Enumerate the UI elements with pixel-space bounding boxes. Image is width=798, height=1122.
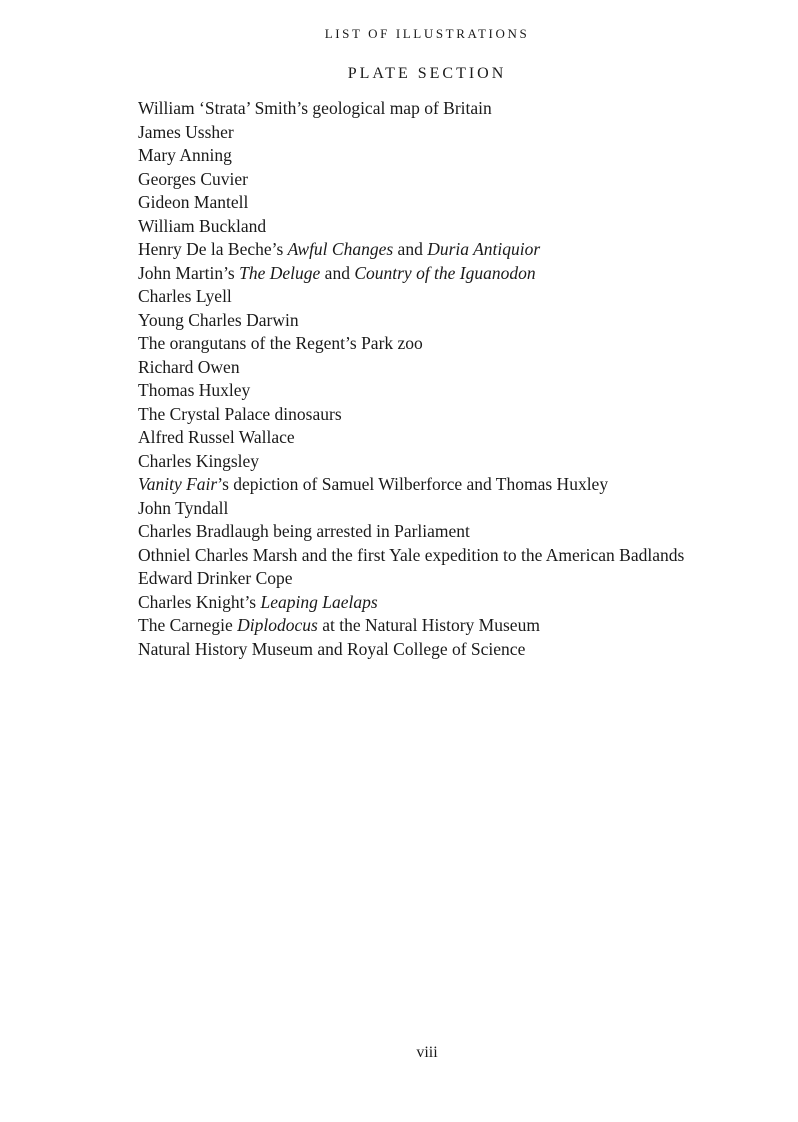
list-item-text: Charles Bradlaugh being arrested in Parliament bbox=[138, 521, 470, 541]
list-item-text: William Buckland bbox=[138, 215, 267, 236]
list-item-text: and bbox=[393, 239, 428, 259]
list-item-text: Charles Knight’s bbox=[138, 591, 261, 612]
list-item bbox=[138, 591, 684, 615]
plate-list bbox=[138, 97, 684, 661]
list-item bbox=[138, 426, 684, 450]
list-item bbox=[138, 497, 684, 521]
list-item bbox=[138, 567, 684, 591]
list-item bbox=[138, 285, 684, 309]
italic-title: Vanity Fair bbox=[138, 474, 218, 494]
list-item-text: Henry De la Beche’s bbox=[138, 239, 288, 259]
list-item-text: The Carnegie bbox=[138, 615, 238, 635]
list-item bbox=[138, 97, 684, 121]
list-item bbox=[138, 191, 684, 215]
list-item-text: and bbox=[320, 262, 355, 283]
list-item bbox=[138, 520, 684, 544]
list-item-text: Natural History Museum and Royal College of Science bbox=[138, 638, 526, 659]
list-item-text: Young Charles Darwin bbox=[138, 309, 299, 330]
list-item-text: Alfred Russel Wallace bbox=[138, 427, 295, 447]
list-item bbox=[138, 403, 684, 427]
italic-title: Awful Changes bbox=[287, 239, 394, 259]
list-item-text: Mary Anning bbox=[138, 145, 232, 165]
list-item-text: at the Natural History Museum bbox=[317, 615, 540, 635]
list-item bbox=[138, 614, 684, 638]
italic-title: The Deluge bbox=[239, 262, 321, 283]
list-item bbox=[138, 238, 684, 262]
list-item bbox=[138, 215, 684, 239]
list-item-text: Othniel Charles Marsh and the first Yale expedition to the American Badlands bbox=[138, 544, 685, 565]
list-item bbox=[138, 450, 684, 474]
italic-title: Diplodocus bbox=[237, 615, 318, 635]
list-item bbox=[138, 332, 684, 356]
italic-title: Duria Antiquior bbox=[427, 239, 541, 259]
list-item bbox=[138, 262, 684, 286]
running-head: LIST OF ILLUSTRATIONS bbox=[324, 26, 530, 41]
list-item-text: Georges Cuvier bbox=[138, 168, 248, 189]
list-item-text: Charles Kingsley bbox=[138, 450, 260, 471]
list-item-text: John Martin’s bbox=[138, 262, 240, 283]
list-item-text: ’s depiction of Samuel Wilberforce and Thomas Huxley bbox=[217, 474, 609, 494]
list-item-text: The orangutans of the Regent’s Park zoo bbox=[138, 333, 423, 353]
list-item bbox=[138, 144, 684, 168]
page-number: viii bbox=[416, 1044, 438, 1061]
list-item-text: John Tyndall bbox=[138, 497, 229, 518]
list-item-text: The Crystal Palace dinosaurs bbox=[138, 403, 342, 424]
list-item bbox=[138, 121, 684, 145]
list-item bbox=[138, 473, 684, 497]
italic-title: Country of the Iguanodon bbox=[354, 262, 536, 283]
list-item bbox=[138, 356, 684, 380]
list-item-text: Charles Lyell bbox=[138, 286, 232, 306]
list-item-text: Richard Owen bbox=[138, 356, 240, 377]
list-item bbox=[138, 638, 684, 662]
list-item-text: William ‘Strata’ Smith’s geological map of Britain bbox=[138, 98, 492, 118]
list-item bbox=[138, 168, 684, 192]
list-item-text: Edward Drinker Cope bbox=[138, 568, 293, 588]
list-item bbox=[138, 309, 684, 333]
section-heading: PLATE SECTION bbox=[347, 65, 507, 82]
list-item-text: Thomas Huxley bbox=[138, 380, 251, 400]
list-item-text: Gideon Mantell bbox=[138, 192, 249, 212]
list-item bbox=[138, 379, 684, 403]
list-item-text: James Ussher bbox=[138, 121, 234, 142]
italic-title: Leaping Laelaps bbox=[260, 591, 378, 612]
list-item bbox=[138, 544, 684, 568]
